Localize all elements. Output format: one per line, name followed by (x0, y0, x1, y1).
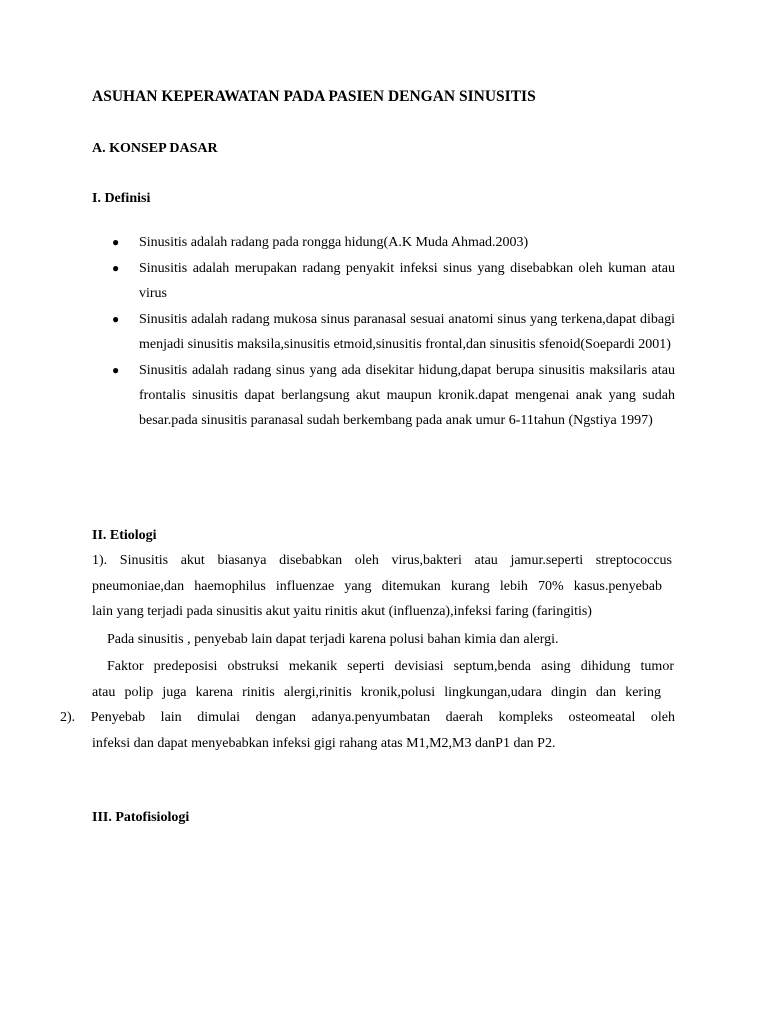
section-heading-patofisiologi: III. Patofisiologi (92, 810, 190, 825)
etiologi-line-3: lain yang terjadi pada sinusitis akut yaitu rinitis akut (influenza),infeksi faring (faringitis) (92, 604, 592, 619)
section-heading-definisi: I. Definisi (92, 191, 151, 206)
etiologi-line-8: infeksi dan dapat menyebabkan infeksi gigi rahang atas M1,M2,M3 danP1 dan P2. (92, 736, 556, 751)
etiologi-line-2: pneumoniae,dan haemophilus influenzae yang ditemukan kurang lebih 70% kasus.penyebab (92, 579, 662, 594)
list-item (112, 307, 675, 357)
section-heading-konsep-dasar: A. KONSEP DASAR (92, 141, 218, 156)
bullet-text: Sinusitis adalah radang sinus yang ada disekitar hidung,dapat berupa sinusitis maksilaris atau frontalis sinusitis dapat berlangsung akut maupun kronik.dapat mengenai anak yang sudah besar.pada sinusitis paranasal sudah berkembang pada anak umur 6-11tahun (Ngstiya 1997) (139, 363, 675, 428)
definisi-bullet-list (112, 230, 675, 434)
bullet-text: Sinusitis adalah radang mukosa sinus paranasal sesuai anatomi sinus yang terkena,dapat dibagi menjadi sinusitis maksila,sinusitis etmoid,sinusitis frontal,dan sinusitis sfenoid(Soepardi 2001) (139, 312, 675, 352)
etiologi-line-7: 2). Penyebab lain dimulai dengan adanya.penyumbatan daerah kompleks osteomeatal oleh (60, 710, 675, 725)
bullet-icon: ● (112, 363, 120, 377)
bullet-text: Sinusitis adalah radang pada rongga hidung(A.K Muda Ahmad.2003) (139, 235, 529, 250)
bullet-icon: ● (112, 261, 120, 275)
document-title: ASUHAN KEPERAWATAN PADA PASIEN DENGAN SINUSITIS (92, 88, 536, 105)
etiologi-line-1: 1). Sinusitis akut biasanya disebabkan oleh virus,bakteri atau jamur.seperti streptococcus (92, 553, 672, 568)
bullet-text: Sinusitis adalah merupakan radang penyakit infeksi sinus yang disebabkan oleh kuman atau virus (139, 261, 675, 301)
list-item (112, 358, 675, 433)
section-heading-etiologi: II. Etiologi (92, 528, 157, 543)
bullet-icon: ● (112, 235, 120, 249)
list-item (112, 230, 675, 255)
etiologi-line-4: Pada sinusitis , penyebab lain dapat terjadi karena polusi bahan kimia dan alergi. (107, 632, 559, 647)
etiologi-line-6: atau polip juga karena rinitis alergi,rinitis kronik,polusi lingkungan,udara dingin dan kering (92, 685, 661, 700)
list-item (112, 256, 675, 306)
bullet-icon: ● (112, 312, 120, 326)
etiologi-line-5: Faktor predeposisi obstruksi mekanik seperti devisiasi septum,benda asing dihidung tumor (107, 659, 674, 674)
